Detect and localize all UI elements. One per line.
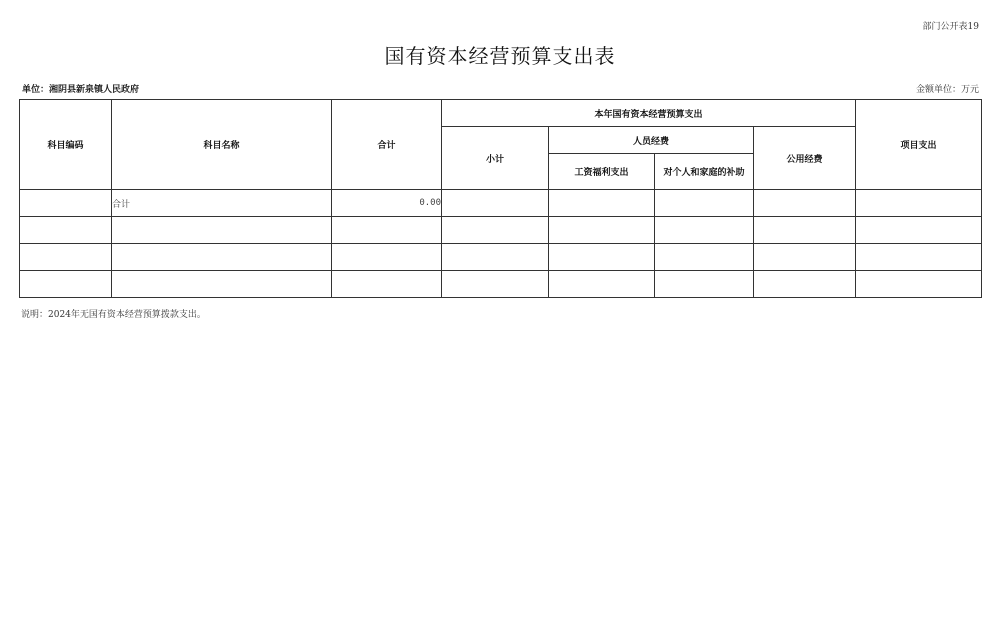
cell-salary-welfare — [549, 190, 655, 217]
cell-name — [112, 217, 332, 244]
cell-total: 0.00 — [332, 190, 442, 217]
cell-name — [112, 271, 332, 298]
header-current-year-group: 本年国有资本经营预算支出 — [442, 100, 856, 127]
cell-project-expense — [856, 271, 982, 298]
footnote: 说明：2024年无国有资本经营预算拨款支出。 — [21, 310, 206, 320]
cell-individual-family-subsidy — [655, 217, 754, 244]
cell-code — [20, 271, 112, 298]
cell-public-expense — [754, 190, 856, 217]
cell-project-expense — [856, 190, 982, 217]
cell-salary-welfare — [549, 244, 655, 271]
cell-total — [332, 271, 442, 298]
cell-code — [20, 244, 112, 271]
cell-project-expense — [856, 244, 982, 271]
cell-individual-family-subsidy — [655, 244, 754, 271]
header-project-expense: 项目支出 — [856, 100, 982, 190]
cell-code — [20, 190, 112, 217]
cell-name: 合计 — [112, 190, 332, 217]
cell-subtotal — [442, 217, 549, 244]
amount-unit-label: 金额单位：万元 — [915, 85, 979, 95]
form-number: 部门公开表19 — [922, 22, 979, 32]
cell-individual-family-subsidy — [655, 190, 754, 217]
table-row — [20, 190, 982, 217]
page-title: 国有资本经营预算支出表 — [384, 44, 616, 68]
table-row — [20, 244, 982, 271]
cell-name — [112, 244, 332, 271]
cell-salary-welfare — [549, 271, 655, 298]
cell-public-expense — [754, 271, 856, 298]
header-individual-family-subsidy: 对个人和家庭的补助 — [655, 154, 754, 190]
cell-code — [20, 217, 112, 244]
cell-subtotal — [442, 244, 549, 271]
header-personnel-group: 人员经费 — [549, 127, 754, 154]
cell-individual-family-subsidy — [655, 271, 754, 298]
cell-public-expense — [754, 217, 856, 244]
header-code: 科目编码 — [20, 100, 112, 190]
header-salary-welfare: 工资福利支出 — [549, 154, 655, 190]
header-subtotal: 小计 — [442, 127, 549, 190]
cell-total — [332, 244, 442, 271]
header-name: 科目名称 — [112, 100, 332, 190]
cell-total — [332, 217, 442, 244]
header-total: 合计 — [332, 100, 442, 190]
cell-public-expense — [754, 244, 856, 271]
cell-subtotal — [442, 190, 549, 217]
budget-table — [19, 99, 982, 298]
cell-subtotal — [442, 271, 549, 298]
header-public-expense: 公用经费 — [754, 127, 856, 190]
table-row — [20, 217, 982, 244]
cell-salary-welfare — [549, 217, 655, 244]
unit-label: 单位：湘阴县新泉镇人民政府 — [22, 85, 140, 95]
cell-project-expense — [856, 217, 982, 244]
table-row — [20, 271, 982, 298]
